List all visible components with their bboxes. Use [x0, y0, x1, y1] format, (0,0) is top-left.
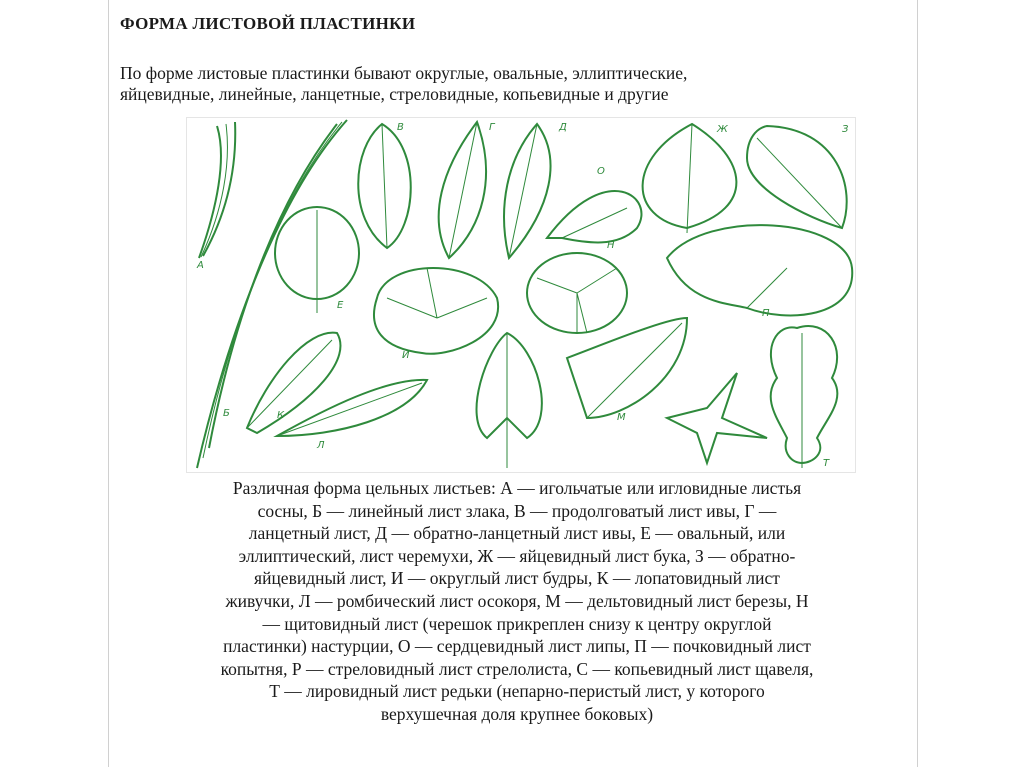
- label-l: Л: [317, 440, 325, 451]
- label-p: П: [762, 308, 770, 319]
- leaf-a-needle: [196, 122, 235, 271]
- leaf-v-oblong: [358, 122, 411, 248]
- left-border-line: [108, 0, 109, 767]
- label-g: Г: [489, 122, 495, 133]
- caption-line: копытня, Р — стреловидный лист стрелолиста, С — копьевидный лист щавеля,: [220, 658, 814, 679]
- label-i: И: [402, 350, 410, 361]
- intro-line: По форме листовые пластинки бывают округлые, овальные, эллиптические,: [120, 63, 688, 83]
- caption-line: — щитовидный лист (черешок прикреплен снизу к центру округлой: [262, 613, 772, 634]
- intro-paragraph: [120, 63, 910, 105]
- label-zh: Ж: [717, 124, 728, 135]
- label-k: К: [277, 410, 285, 421]
- label-z: З: [842, 124, 849, 135]
- leaf-n-peltate: [527, 240, 627, 333]
- caption-line: эллиптический, лист черемухи, Ж — яйцевидный лист бука, З — обратно-: [238, 545, 796, 566]
- leaf-i-round: [374, 268, 498, 361]
- intro-line: яйцевидные, линейные, ланцетные, стреловидные, копьевидные и другие: [120, 84, 669, 104]
- caption-line: верхушечная доля крупнее боковых): [380, 703, 654, 724]
- caption-line: живучки, Л — ромбический лист осокоря, М — дельтовидный лист березы, Н: [225, 590, 809, 611]
- label-a: А: [197, 260, 204, 271]
- leaf-m-deltoid: [567, 318, 687, 423]
- label-o: О: [597, 166, 605, 177]
- caption-line: ланцетный лист, Д — обратно-ланцетный лист ивы, Е — овальный, или: [248, 523, 786, 544]
- leaf-g-lanceolate: [439, 122, 496, 258]
- leaf-t-lyrate: [771, 326, 838, 469]
- leaf-o-cordate: [547, 166, 641, 242]
- page-title: ФОРМА ЛИСТОВОЙ ПЛАСТИНКИ: [120, 14, 416, 33]
- leaf-shapes-illustration: [186, 117, 856, 473]
- leaf-r-sagittate: [477, 333, 542, 468]
- label-v: В: [397, 122, 404, 133]
- leaf-z-obovate: [747, 124, 849, 228]
- caption-line: пластинки) настурции, О — сердцевидный лист липы, П — почковидный лист: [223, 636, 811, 657]
- right-border-line: [917, 0, 918, 767]
- caption-line: яйцевидный лист, И — округлый лист будры, К — лопатовидный лист: [254, 568, 780, 589]
- figure-caption: [122, 477, 912, 726]
- leaf-drawings: [187, 118, 855, 472]
- label-d: Д: [559, 122, 567, 133]
- leaf-zh-ovate: [643, 124, 737, 233]
- label-e: Е: [337, 300, 344, 311]
- leaf-s-hastate: [667, 373, 767, 463]
- leaf-p-reniform: [667, 225, 852, 319]
- label-n: Н: [607, 240, 615, 251]
- leaf-e-oval: [275, 207, 359, 313]
- caption-line: Различная форма цельных листьев: А — игольчатые или игловидные листья: [232, 478, 802, 498]
- caption-line: Т — лировидный лист редьки (непарно-перистый лист, у которого: [269, 681, 765, 702]
- caption-line: сосны, Б — линейный лист злака, В — продолговатый лист ивы, Г —: [257, 500, 777, 521]
- leaf-l-rhombic: [277, 380, 427, 451]
- label-m: М: [617, 412, 626, 423]
- label-t: Т: [823, 458, 830, 469]
- label-b: Б: [223, 408, 230, 419]
